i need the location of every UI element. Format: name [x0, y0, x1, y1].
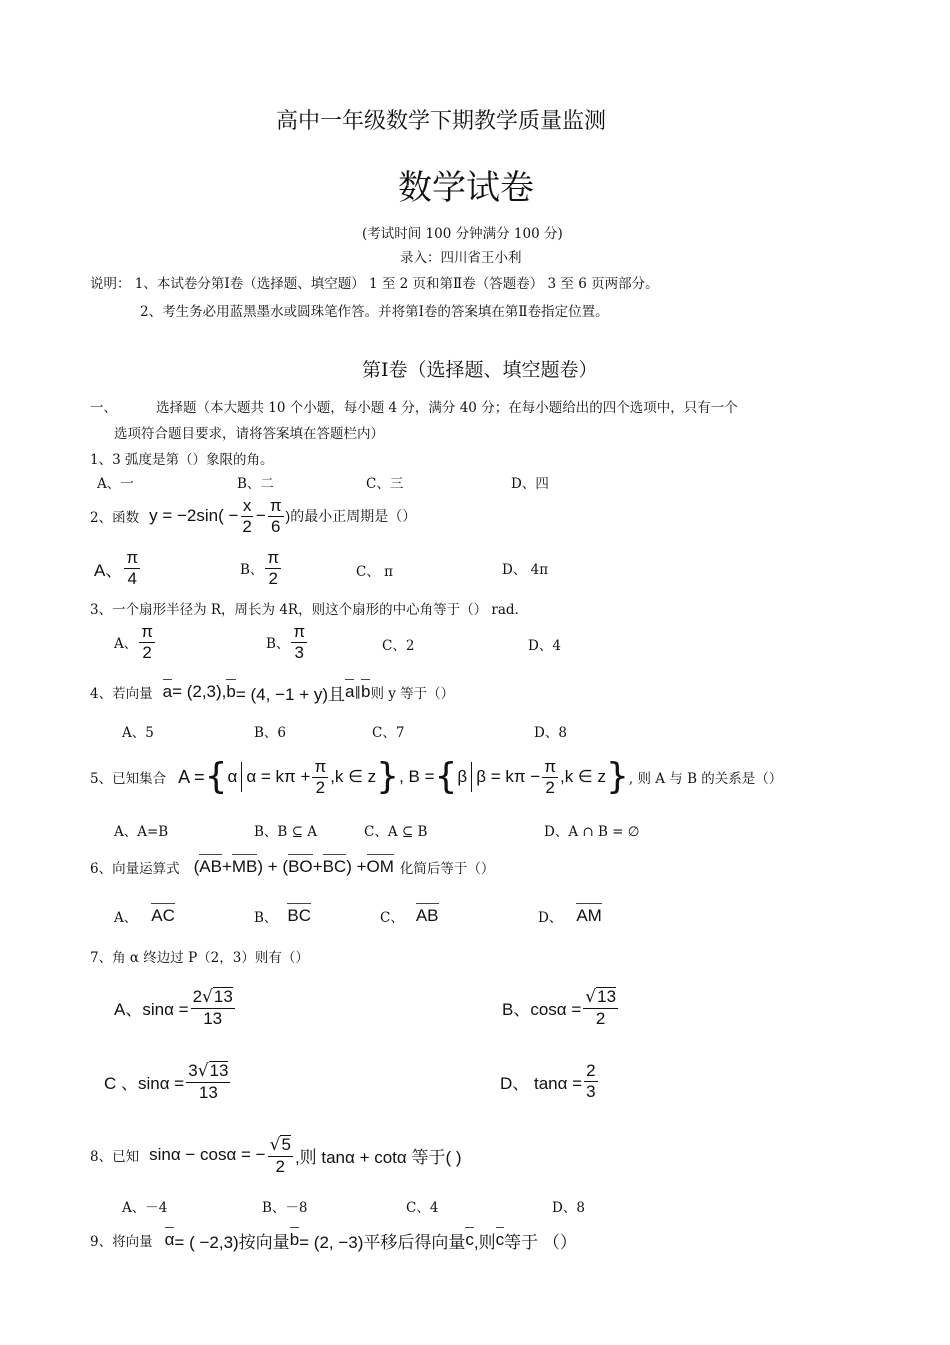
q4-mid: = (2,3), [172, 682, 227, 701]
question-5-stem [90, 752, 782, 802]
question-4-stem [90, 680, 454, 704]
q2-a-label: A、 [94, 560, 123, 580]
q6-prefix: 6、向量运算式 [90, 861, 180, 877]
q7-a-frac [191, 987, 235, 1028]
q4-vector-b2: b [360, 682, 371, 701]
left-brace-icon: { [434, 756, 458, 797]
q6-c-vec: AB [415, 906, 439, 925]
question-6-stem [90, 855, 494, 879]
q7-option-c [104, 1056, 232, 1106]
q5-option-d: D、A ∩ B = ∅ [544, 824, 640, 840]
q5-frac-a [312, 758, 328, 797]
q6-option-b [254, 906, 311, 926]
q6-vec-bo: BO [288, 857, 313, 876]
q2-option-b [240, 546, 283, 590]
q4-option-a: A、5 [122, 725, 154, 741]
question-8-stem [90, 1128, 462, 1182]
q4-vector-a2: a [345, 682, 355, 701]
q6-option-d [538, 906, 602, 926]
sqrt-icon: √ [585, 986, 597, 1007]
q9-mid: = ( −2,3)按向量 [174, 1232, 290, 1252]
q2-frac-x-num: x [242, 495, 252, 515]
q4-mid2: = (4, −1 + y)且 [235, 684, 346, 704]
q3-a-den: 2 [142, 642, 152, 662]
exam-subtitle: 高中一年级数学下期教学质量监测 [276, 109, 607, 134]
q6-plus2: + [312, 857, 323, 876]
q6-d-vec: AM [576, 906, 602, 925]
q5-setA-label: A = [178, 766, 205, 787]
q9-vec-c: c [465, 1230, 474, 1249]
q3-option-d: D、4 [528, 638, 561, 654]
q2-b-num: π [267, 547, 280, 567]
q4-vector-b: b [226, 682, 236, 701]
q8-option-c: C、4 [406, 1200, 439, 1216]
q3-a-label: A、 [114, 636, 138, 652]
q7-d-den: 3 [586, 1081, 596, 1101]
q3-a-num: π [141, 621, 153, 641]
q7-a-label: A、sinα = [114, 999, 189, 1019]
q2-b-den: 2 [268, 568, 279, 588]
q7-c-den: 13 [198, 1082, 218, 1102]
q5-frac-b-den: 2 [545, 777, 555, 797]
q2-minus: − [255, 506, 266, 525]
q2-expr-b: )的最小正周期是（） [285, 508, 417, 524]
q7-c-num [186, 1061, 230, 1083]
q2-a-frac [124, 549, 140, 588]
sqrt-icon: √ [197, 1060, 209, 1081]
q1-option-d: D、四 [511, 476, 549, 492]
q7-b-rad: 13 [597, 986, 617, 1006]
q8-num [268, 1135, 293, 1157]
q6-suffix: 化简后等于（） [399, 861, 495, 877]
q7-c-frac [186, 1061, 230, 1102]
q9-mid3: ,则 [473, 1232, 496, 1252]
q5-option-c: C、A ⊆ B [364, 824, 428, 840]
section-intro-1: 选择题（本大题共 10 个小题，每小题 4 分，满分 40 分；在每小题给出的四个选项中，只有一个 [156, 400, 738, 416]
q5-k-a: ,k ∈ z [330, 767, 377, 786]
q9-vec-c2: c [495, 1230, 505, 1249]
q4-suffix: 则 y 等于（） [370, 686, 455, 702]
sqrt-icon: √ [269, 1134, 281, 1155]
set-bar-icon [471, 762, 472, 792]
q5-setB-label: , B = [399, 767, 435, 786]
q7-d-frac [584, 1062, 597, 1101]
q6-c-label: C、 [380, 910, 404, 926]
q8-den: 2 [275, 1156, 286, 1176]
q5-beta: β [457, 767, 468, 786]
q2-frac-x [240, 497, 253, 536]
q2-b-frac [265, 549, 281, 588]
q7-b-label: B、cosα = [502, 999, 582, 1019]
left-brace-icon: { [204, 756, 228, 797]
q6-a-vec: AC [151, 906, 175, 925]
q6-a-label: A、 [114, 910, 138, 926]
q7-a-num [191, 987, 235, 1009]
q6-d-label: D、 [538, 910, 563, 926]
q5-frac-a-den: 2 [315, 777, 326, 797]
q2-frac-pi-den: 6 [270, 516, 281, 536]
q2-option-d: D、 4π [502, 562, 549, 578]
question-7-stem: 7、角 α 终边过 P（2，3）则有（） [90, 950, 309, 966]
author-line: 录入：四川省王小利 [400, 250, 522, 266]
q4-vector-a: a [162, 682, 173, 701]
q8-expr: sinα − cosα = − [149, 1145, 266, 1164]
question-9-stem [90, 1228, 577, 1252]
q7-c-label: C 、sinα = [104, 1073, 185, 1093]
q3-option-c: C、2 [382, 638, 415, 654]
q3-b-den: 3 [294, 642, 305, 662]
q3-option-b [266, 620, 309, 664]
q3-a-frac [139, 623, 155, 662]
q3-option-a [114, 620, 157, 664]
exam-title: 数学试卷 [398, 168, 534, 208]
q4-option-b: B、6 [254, 725, 287, 741]
q1-option-b: B、二 [237, 476, 274, 492]
q7-c-coef: 3 [188, 1060, 198, 1080]
q2-option-a [94, 546, 142, 590]
q6-b-vec: BC [287, 906, 312, 925]
q7-b-den: 2 [595, 1008, 606, 1028]
q2-a-num: π [126, 547, 139, 567]
q7-option-b [502, 982, 620, 1032]
q8-prefix: 8、已知 [90, 1149, 140, 1165]
q5-prefix: 5、已知集合 [90, 771, 167, 787]
q9-vec-b: b [289, 1230, 300, 1249]
right-brace-icon: } [605, 756, 629, 797]
q7-b-frac [583, 987, 618, 1028]
q7-c-rad: 13 [209, 1060, 229, 1080]
q3-b-frac [291, 623, 307, 662]
q8-rad: 5 [281, 1134, 291, 1154]
q6-option-a [114, 906, 175, 926]
q5-setB-rule: β = kπ − [476, 767, 541, 786]
q6-plus1: + [221, 857, 232, 876]
set-bar-icon [241, 762, 242, 792]
q4-option-c: C、7 [372, 725, 405, 741]
q6-paren1: ( [193, 857, 200, 876]
q2-frac-pi [268, 497, 284, 536]
q5-option-b: B、B ⊆ A [254, 824, 317, 840]
instruction-2: 2、考生务必用蓝黑墨水或圆珠笔作答。并将第Ⅰ卷的答案填在第Ⅱ卷指定位置。 [140, 304, 609, 320]
section-label: 一、 [90, 400, 117, 416]
q7-option-d [500, 1056, 600, 1106]
q7-a-den: 13 [203, 1008, 223, 1028]
q7-d-num: 2 [586, 1060, 596, 1080]
q2-option-c: C、 π [356, 564, 393, 580]
q1-option-a: A、一 [97, 476, 134, 492]
q9-suffix: 等于 （） [504, 1232, 577, 1252]
q9-prefix: 9、将向量 [90, 1234, 153, 1250]
q9-vec-alpha: α [164, 1230, 175, 1249]
section-title: 第Ⅰ卷（选择题、填空题卷） [362, 359, 598, 381]
q4-prefix: 4、若向量 [90, 686, 153, 702]
q2-a-den: 4 [127, 568, 137, 588]
q8-suffix: ,则 tanα + cotα 等于( ) [294, 1147, 462, 1167]
q6-b-label: B、 [254, 910, 278, 926]
q6-vec-bc: BC [322, 857, 347, 876]
q7-d-label: D、 tanα = [500, 1073, 583, 1093]
q1-option-c: C、三 [366, 476, 404, 492]
q5-frac-b-num: π [544, 756, 556, 776]
q8-option-d: D、8 [552, 1200, 585, 1216]
q4-option-d: D、8 [534, 725, 567, 741]
q7-a-coef: 2 [192, 986, 203, 1006]
q6-option-c [380, 906, 439, 926]
q5-frac-a-num: π [314, 756, 327, 776]
q9-mid2: = (2, −3)平移后得向量 [299, 1232, 466, 1252]
q6-vec-om: OM [366, 857, 394, 876]
q3-b-num: π [293, 621, 306, 641]
q5-alpha: α [227, 767, 238, 786]
q5-k-b: ,k ∈ z [559, 767, 606, 786]
q7-a-rad: 13 [213, 986, 233, 1006]
question-1-stem: 1、3 弧度是第（）象限的角。 [90, 452, 274, 468]
q5-frac-b [542, 758, 558, 797]
instruction-1: 说明： 1、本试卷分第Ⅰ卷（选择题、填空题） 1 至 2 页和第Ⅱ卷（答题卷） 3 至 6 页两部分。 [90, 276, 659, 292]
q2-prefix: 2、函数 [90, 510, 140, 526]
q6-vec-mb: MB [231, 857, 258, 876]
q5-option-a: A、A=B [114, 824, 169, 840]
q6-paren2: ) + ( [257, 857, 289, 876]
right-brace-icon: } [376, 756, 400, 797]
section-intro-2: 选项符合题目要求，请将答案填在答题栏内） [114, 426, 384, 442]
question-2-stem [90, 494, 416, 538]
q8-frac [268, 1135, 293, 1176]
q7-option-a [114, 982, 237, 1032]
q2-frac-pi-num: π [269, 495, 282, 515]
q5-setA-rule: α = kπ + [246, 767, 311, 786]
q6-paren3: ) + [346, 857, 367, 876]
q8-option-a: A、－4 [122, 1200, 168, 1216]
sqrt-icon: √ [202, 986, 213, 1007]
q2-b-label: B、 [240, 562, 264, 578]
exam-info: (考试时间 100 分钟满分 100 分) [362, 226, 563, 242]
q4-parallel: ∥ [354, 684, 361, 699]
q5-suffix: , 则 A 与 B 的关系是（） [628, 771, 783, 787]
q2-expr-a: y = −2sin( − [149, 506, 239, 525]
question-3-stem: 3、一个扇形半径为 R，周长为 4R，则这个扇形的中心角等于（） rad. [90, 602, 519, 618]
q3-b-label: B、 [266, 636, 290, 652]
q8-option-b: B、－8 [262, 1200, 308, 1216]
q2-frac-x-den: 2 [242, 516, 252, 536]
q7-b-num [583, 987, 618, 1009]
q6-vec-ab: AB [199, 857, 222, 876]
